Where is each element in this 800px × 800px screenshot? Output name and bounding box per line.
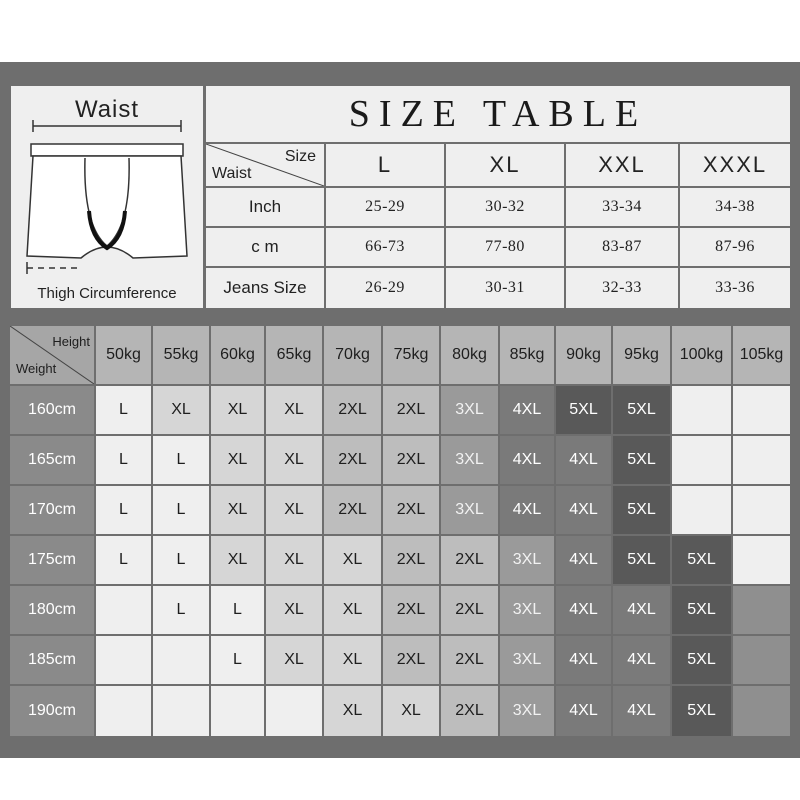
size-cell	[153, 636, 209, 684]
corner-size-label: Size	[284, 148, 316, 165]
size-cell: XL	[153, 386, 209, 434]
thigh-circumference-label: Thigh Circumference	[37, 285, 177, 302]
table-cell: 30-31	[446, 268, 564, 308]
weight-header: 65kg	[266, 326, 322, 384]
size-cell: L	[96, 536, 151, 584]
size-cell: XL	[211, 486, 264, 534]
size-cell: 4XL	[500, 386, 554, 434]
size-cell: 2XL	[383, 636, 439, 684]
size-cell	[96, 636, 151, 684]
size-cell: 4XL	[500, 486, 554, 534]
top-table-corner	[206, 144, 324, 186]
size-cell	[733, 486, 790, 534]
size-cell: XL	[211, 386, 264, 434]
size-cell: 4XL	[613, 586, 670, 634]
height-row-label: 170cm	[10, 486, 94, 534]
size-cell: 5XL	[613, 436, 670, 484]
size-cell: L	[153, 536, 209, 584]
weight-header: 50kg	[96, 326, 151, 384]
size-cell: 5XL	[672, 636, 731, 684]
size-cell: 4XL	[556, 486, 611, 534]
size-cell: XL	[324, 636, 381, 684]
weight-header: 55kg	[153, 326, 209, 384]
table-cell: 26-29	[326, 268, 444, 308]
size-cell: L	[153, 436, 209, 484]
size-cell	[266, 686, 322, 736]
size-header-xl: XL	[446, 144, 564, 186]
size-cell: XL	[266, 486, 322, 534]
size-cell: XL	[211, 536, 264, 584]
size-cell: 2XL	[324, 486, 381, 534]
size-cell: 3XL	[500, 586, 554, 634]
size-cell: 4XL	[613, 636, 670, 684]
size-cell: 3XL	[441, 386, 498, 434]
weight-header: 85kg	[500, 326, 554, 384]
waist-label: Waist	[74, 96, 140, 123]
size-cell: 3XL	[441, 436, 498, 484]
size-cell: XL	[324, 686, 381, 736]
weight-header: 75kg	[383, 326, 439, 384]
row-label-inch: Inch	[206, 188, 324, 226]
row-label-cm: c m	[206, 228, 324, 266]
height-row-label: 165cm	[10, 436, 94, 484]
size-cell	[733, 436, 790, 484]
corner-waist-label: Waist	[212, 165, 252, 182]
size-cell: L	[153, 586, 209, 634]
height-row-label: 185cm	[10, 636, 94, 684]
height-row-label: 180cm	[10, 586, 94, 634]
weight-header: 80kg	[441, 326, 498, 384]
size-cell: 5XL	[672, 686, 731, 736]
size-cell: 4XL	[556, 436, 611, 484]
size-cell	[672, 386, 731, 434]
size-cell: 2XL	[441, 536, 498, 584]
size-cell: XL	[324, 536, 381, 584]
size-cell: XL	[266, 436, 322, 484]
size-cell: 3XL	[500, 636, 554, 684]
height-row-label: 190cm	[10, 686, 94, 736]
size-cell: 2XL	[441, 636, 498, 684]
size-cell	[733, 586, 790, 634]
size-cell: L	[96, 386, 151, 434]
size-cell: 5XL	[672, 586, 731, 634]
size-cell: XL	[266, 536, 322, 584]
size-cell	[153, 686, 209, 736]
size-cell: 3XL	[500, 536, 554, 584]
height-row-label: 160cm	[10, 386, 94, 434]
size-cell: 4XL	[556, 636, 611, 684]
size-cell: 5XL	[613, 486, 670, 534]
size-cell	[733, 636, 790, 684]
weight-header: 70kg	[324, 326, 381, 384]
size-cell: XL	[266, 636, 322, 684]
size-cell	[96, 586, 151, 634]
size-cell: 2XL	[441, 686, 498, 736]
size-cell: 2XL	[324, 436, 381, 484]
size-cell: XL	[266, 386, 322, 434]
size-cell: 4XL	[500, 436, 554, 484]
size-cell: 4XL	[556, 536, 611, 584]
size-cell: XL	[383, 686, 439, 736]
size-cell: 2XL	[383, 436, 439, 484]
table-cell: 66-73	[326, 228, 444, 266]
size-cell: XL	[324, 586, 381, 634]
size-cell: 2XL	[383, 586, 439, 634]
height-row-label: 175cm	[10, 536, 94, 584]
size-cell: 2XL	[324, 386, 381, 434]
title-cell	[206, 86, 790, 142]
weight-header: 90kg	[556, 326, 611, 384]
weight-header: 60kg	[211, 326, 264, 384]
size-cell: L	[153, 486, 209, 534]
size-cell: 2XL	[383, 386, 439, 434]
size-cell: 4XL	[613, 686, 670, 736]
size-cell: 4XL	[556, 686, 611, 736]
underwear-diagram	[11, 86, 203, 308]
weight-header: 105kg	[733, 326, 790, 384]
size-cell: L	[211, 636, 264, 684]
table-cell: 33-36	[680, 268, 790, 308]
corner-weight-label: Weight	[16, 361, 57, 376]
table-cell: 83-87	[566, 228, 678, 266]
size-cell: XL	[211, 436, 264, 484]
bottom-table-corner	[10, 326, 94, 384]
size-cell: 2XL	[383, 486, 439, 534]
size-cell: 3XL	[441, 486, 498, 534]
size-header-xxl: XXL	[566, 144, 678, 186]
table-cell: 32-33	[566, 268, 678, 308]
weight-header: 95kg	[613, 326, 670, 384]
size-cell: 3XL	[500, 686, 554, 736]
size-cell: L	[96, 436, 151, 484]
size-cell: 2XL	[441, 586, 498, 634]
table-cell: 87-96	[680, 228, 790, 266]
size-cell	[211, 686, 264, 736]
size-cell: L	[96, 486, 151, 534]
size-cell: XL	[266, 586, 322, 634]
table-cell: 34-38	[680, 188, 790, 226]
table-cell: 33-34	[566, 188, 678, 226]
size-header-xxxl: XXXL	[680, 144, 790, 186]
table-cell: 25-29	[326, 188, 444, 226]
table-cell: 30-32	[446, 188, 564, 226]
size-cell: 5XL	[613, 386, 670, 434]
size-cell: 4XL	[556, 586, 611, 634]
size-cell: L	[211, 586, 264, 634]
size-header-l: L	[326, 144, 444, 186]
size-cell: 5XL	[613, 536, 670, 584]
table-cell: 77-80	[446, 228, 564, 266]
row-label-jeans-size: Jeans Size	[206, 268, 324, 308]
size-cell	[96, 686, 151, 736]
size-cell: 5XL	[556, 386, 611, 434]
size-cell: 5XL	[672, 536, 731, 584]
page-title: SIZE TABLE	[348, 93, 648, 135]
size-cell	[733, 536, 790, 584]
size-cell	[672, 436, 731, 484]
size-cell	[672, 486, 731, 534]
size-cell	[733, 686, 790, 736]
size-cell	[733, 386, 790, 434]
weight-header: 100kg	[672, 326, 731, 384]
corner-height-label: Height	[52, 334, 90, 349]
size-cell: 2XL	[383, 536, 439, 584]
